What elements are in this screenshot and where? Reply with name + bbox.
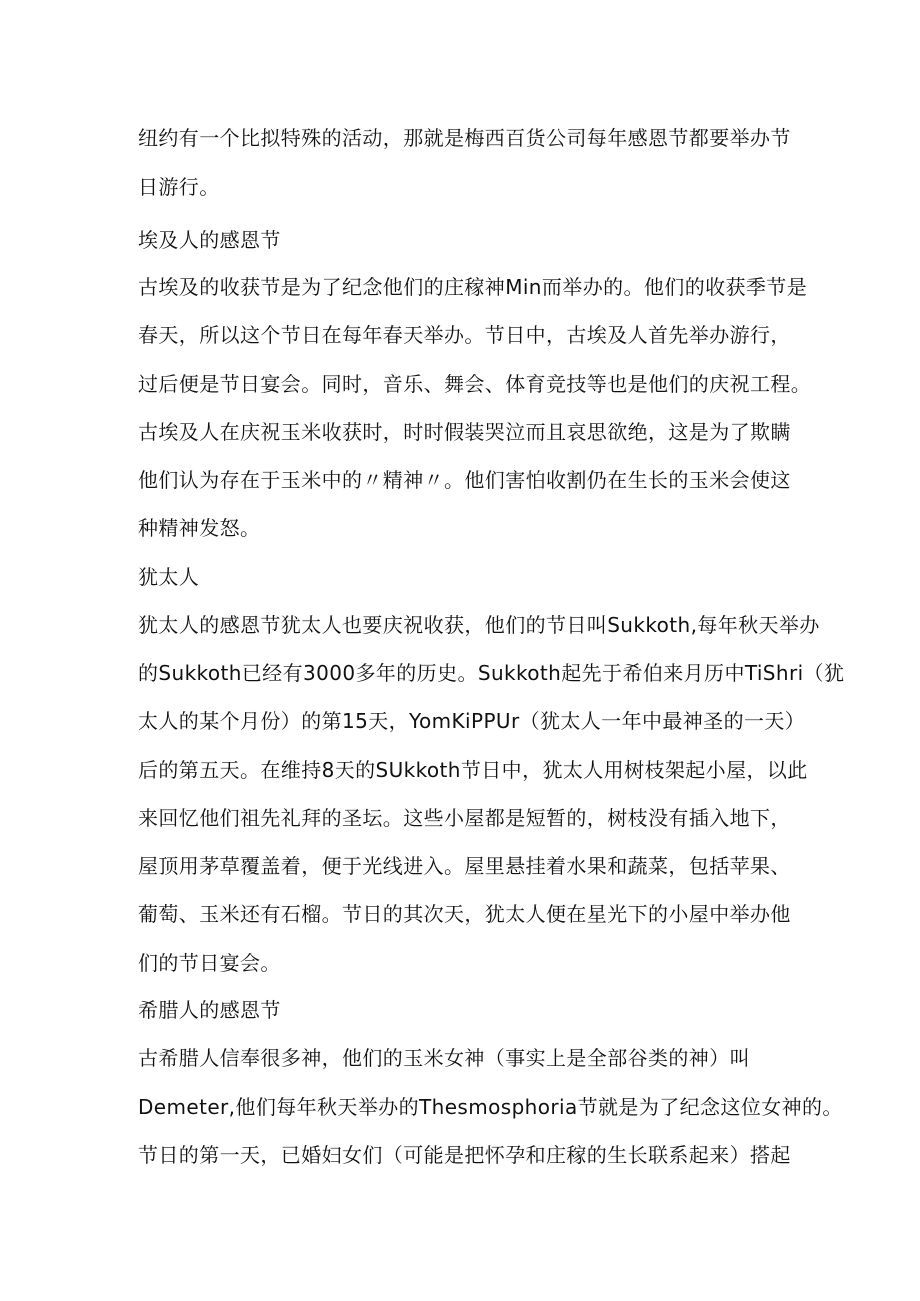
section-heading-greek: 希腊人的感恩节: [138, 998, 281, 1022]
text-line: 节日的第一天，已婚妇女们（可能是把怀孕和庄稼的生长联系起来）搭起: [138, 1143, 791, 1167]
text-line: 犹太人的感恩节犹太人也要庆祝收获，他们的节日叫Sukkoth,每年秋天举办: [138, 613, 820, 637]
text-line: 过后便是节日宴会。同时，音乐、舞会、体育竞技等也是他们的庆祝工程。: [138, 372, 812, 396]
text-line: 后的第五天。在维持8天的SUkkoth节日中，犹太人用树枝架起小屋，以此: [138, 758, 808, 782]
text-line: 日游行。: [138, 175, 220, 199]
text-line: 春天，所以这个节日在每年春天举办。节日中，古埃及人首先举办游行，: [138, 323, 791, 347]
text-line: 他们认为存在于玉米中的〃精神〃。他们害怕收割仍在生长的玉米会使这: [138, 468, 791, 492]
text-line: 的Sukkoth已经有3000多年的历史。Sukkoth起先于希伯来月历中TiShri（犹: [138, 661, 845, 685]
text-line: 们的节日宴会。: [138, 951, 281, 975]
text-line: 葡萄、玉米还有石榴。节日的其次天，犹太人便在星光下的小屋中举办他: [138, 902, 791, 926]
section-heading-egypt: 埃及人的感恩节: [138, 228, 281, 252]
section-heading-jewish: 犹太人: [138, 565, 200, 589]
text-line: 古埃及的收获节是为了纪念他们的庄稼神Min而举办的。他们的收获季节是: [138, 275, 808, 299]
text-line: 太人的某个月份）的第15天，YomKiPPUr（犹太人一年中最神圣的一天）: [138, 709, 806, 733]
text-line: 来回忆他们祖先礼拜的圣坛。这些小屋都是短暂的，树枝没有插入地下，: [138, 806, 791, 830]
text-line: 古希腊人信奉很多神，他们的玉米女神（事实上是全部谷类的神）叫: [138, 1046, 750, 1070]
text-line: 纽约有一个比拟特殊的活动，那就是梅西百货公司每年感恩节都要举办节: [138, 126, 791, 150]
text-line: 屋顶用茅草覆盖着，便于光线进入。屋里悬挂着水果和蔬菜，包括苹果、: [138, 854, 791, 878]
text-line: 种精神发怒。: [138, 516, 261, 540]
text-line: 古埃及人在庆祝玉米收获时，时时假装哭泣而且哀思欲绝，这是为了欺瞒: [138, 420, 791, 444]
text-line: Demeter,他们每年秋天举办的Thesmosphoria节就是为了纪念这位女神的。: [138, 1095, 843, 1119]
